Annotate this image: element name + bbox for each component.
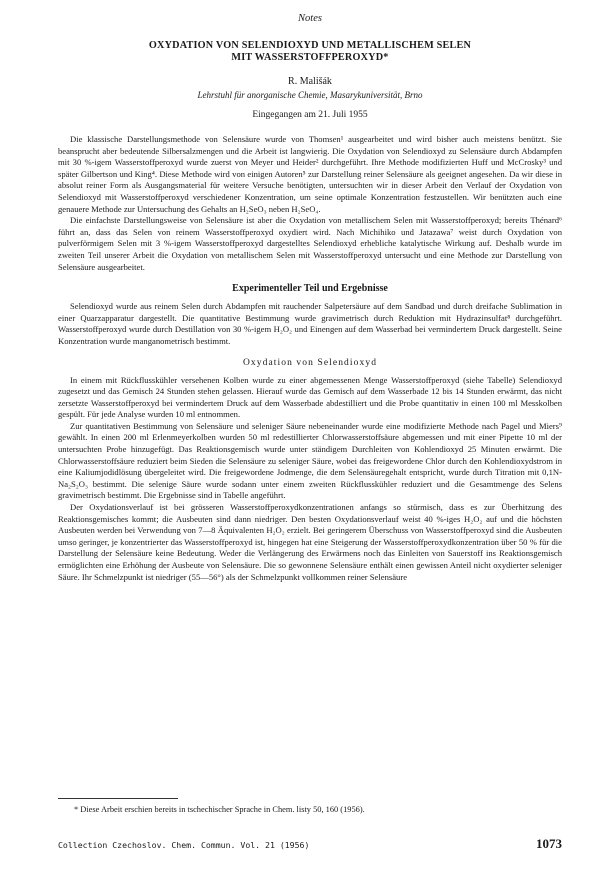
oxydation-paragraph-2: Zur quantitativen Bestimmung von Selensäure und seleniger Säure nebeneinander wurde eine modifizierte Methode nach Pagel und Miers⁹ gewählt. In einen 200 ml Erlenmeyerkolben wurden 50 ml redestillierter Chlorwasserstoffsäure abgemessen und mit einer Pipette 10 ml der untersuchten Probe hinzugefügt. Das Reaktionsgemisch wurde unter ständigem Durchleiten von Kohlendioxyd 25 Minuten erwärmt. Die Chlorwasserstoffsäure reduziert beim Sieden die Selensäure zu seleniger Säure, wobei das freigewordene Chlor durch den Kohlendioxydstrom in eine Kaliumjodidlösung übergeleitet wird. Die freigewordene Jodmenge, die dem Selensäuregehalt entspricht, wurde durch Titration mit 0,1N-Na₂S₂O₃ bestimmt. Die selenige Säure wurde sodann unter einem zweiten Rückflusskühler reduziert und die Gesamtmenge des Selens gravimetrisch bestimmt. Die Ergebnisse sind in Tabelle angeführt. bbox=[58, 420, 562, 501]
author-name: R. Mališák bbox=[288, 76, 332, 87]
oxydation-section bbox=[58, 375, 562, 584]
article-title-line-2: MIT WASSERSTOFFPEROXYD* bbox=[231, 52, 389, 63]
article-title-line-1: OXYDATION VON SELENDIOXYD UND METALLISCHEM SELEN bbox=[148, 40, 472, 51]
subsection-heading-oxydation: Oxydation von Selendioxyd bbox=[242, 357, 378, 368]
running-head: Notes bbox=[298, 13, 322, 24]
introduction bbox=[58, 134, 562, 273]
intro-paragraph-2: Die einfachste Darstellungsweise von Selensäure ist aber die Oxydation von metallischem Selen mit Wasserstoffperoxyd; bereits Thénard⁶ führt an, dass das Selen von reinem Wasserstoffperoxyd oxydiert wird. Nach Michihiko und Jatazawa⁷ weist durch Oxydation von pulverförmigem Selen mit 3 %-igem Wasserstoffperoxyd dargestelltes Selendioxyd erhebliche katalytische Wirkung auf. Deshalb wurde im zweiten Teil unserer Arbeit die Oxydation von metallischem Selen mit Wasserstoffperoxyd untersucht und eine Methode zur Darstellung von Selensäure ausgearbeitet. bbox=[58, 215, 562, 272]
oxydation-paragraph-1: In einem mit Rückflusskühler versehenen Kolben wurde zu einer abgemessenen Menge Wasserstoffperoxyd (siehe Tabelle) Selendioxyd zugesetzt und das Gemisch 24 Stunden stehen gelassen. Hierauf wurde das Gemisch auf dem Wasserbade 12 bis 14 Stunden erwärmt, das nicht zersetzte Wasserstoffperoxyd bei vermindertem Druck auf dem Wasserbade abdestilliert und die Probe quantitativ in einen 100 ml Messkolben gespült. Für jede Analyse wurden 10 ml entnommen. bbox=[58, 374, 562, 420]
received-date: Eingegangen am 21. Juli 1955 bbox=[252, 110, 368, 120]
experimental-paragraph-1: Selendioxyd wurde aus reinem Selen durch Abdampfen mit rauchender Salpetersäure auf dem Sandbad und durch dreifache Sublimation in einer Quarzapparatur dargestellt. Die quantitative Bestimmung wurde gravimetrisch durch Reduktion mit Hydrazinsulfat⁸ durchgeführt. Wasserstoffperoxyd wurde durch Destillation von 30 %-igem H₂O₂ und Einengen auf dem Wasserbad bei vermindertem Druck dargestellt. Seine Konzentration wurde manganometrisch bestimmt. bbox=[58, 301, 562, 346]
footnote-divider bbox=[58, 798, 178, 799]
author-affiliation: Lehrstuhl für anorganische Chemie, Masarykuniversität, Brno bbox=[197, 90, 423, 100]
page-footer bbox=[58, 836, 562, 854]
intro-paragraph-1: Die klassische Darstellungsmethode von Selensäure wurde von Thomsen¹ ausgearbeitet und wird bisher auch meistens benützt. Sie beansprucht aber bedeutende Silbersalzmengen und die Arbeit ist langwierig. Die Oxydation von Selendioxyd zu Selensäure durch Abdampfen mit 30 %-igem Wasserstoffperoxyd wurde zuerst von Meyer und Heider² durchgeführt. Ihre Methode modifizierten Huff und McCrosky³ und später Gilbertson und King⁴. Diese Methode wird von einigen Autoren⁵ zur Darstellung reiner Selensäure als geeignet angesehen. Da wir diese in absolut reiner Form als Ausgangsmaterial für weitere Versuche benötigten, untersuchten wir in dieser Arbeit den Verlauf der Oxydation von Selendioxyd mit Wasserstoffperoxyd verschiedener Konzentration, um seine optimale Konzentration festzustellen. Wir benützten auch eine genauere Methode zur Untersuchung des Gehalts an H₂SeO₃ neben H₂SeO₄. bbox=[58, 134, 562, 214]
article-title bbox=[58, 40, 562, 64]
experimental-section bbox=[58, 301, 562, 347]
footnote: * Diese Arbeit erschien bereits in tschechischer Sprache in Chem. listy 50, 160 (1956). bbox=[74, 805, 365, 814]
section-heading-experimental: Experimenteller Teil und Ergebnisse bbox=[232, 283, 388, 295]
page-number: 1073 bbox=[536, 836, 562, 851]
journal-reference: Collection Czechoslov. Chem. Commun. Vol. 21 (1956) bbox=[58, 840, 310, 850]
oxydation-paragraph-3: Der Oxydationsverlauf ist bei grösseren Wasserstoffperoxydkonzentrationen anfangs so stürmisch, dass es zur Überhitzung des Reaktionsgemisches kommt; die Ausbeuten sind dann niedriger. Den besten Oxydationsverlauf weist 40 %-iges H₂O₂ auf und die höchsten Ausbeuten werden bei Verwendung von 7—8 Äquivalenten H₂O₂ erzielt. Bei geringerem Überschuss von Wasserstoffperoxyd sind die Ausbeuten umso geringer, je konzentrierter das Wasserstoffperoxyd ist, hingegen hat eine Steigerung der Wasserstoffperoxydkonzentration über 50 % für die Darstellung der Selensäure keine Bedeutung. Weder die Verlängerung des Erwärmens noch das Einleiten von Sauerstoff ins Reaktionsgemisch ermöglichten eine Erhöhung der Ausbeute von Selensäure. Die so gewonnene Selensäure enthält einen gewissen Anteil nicht oxydierter seleniger Säure. Ihr Schmelzpunkt ist niedriger (55—56°) als der Schmelzpunkt vollkommen reiner Selensäure bbox=[58, 502, 562, 582]
